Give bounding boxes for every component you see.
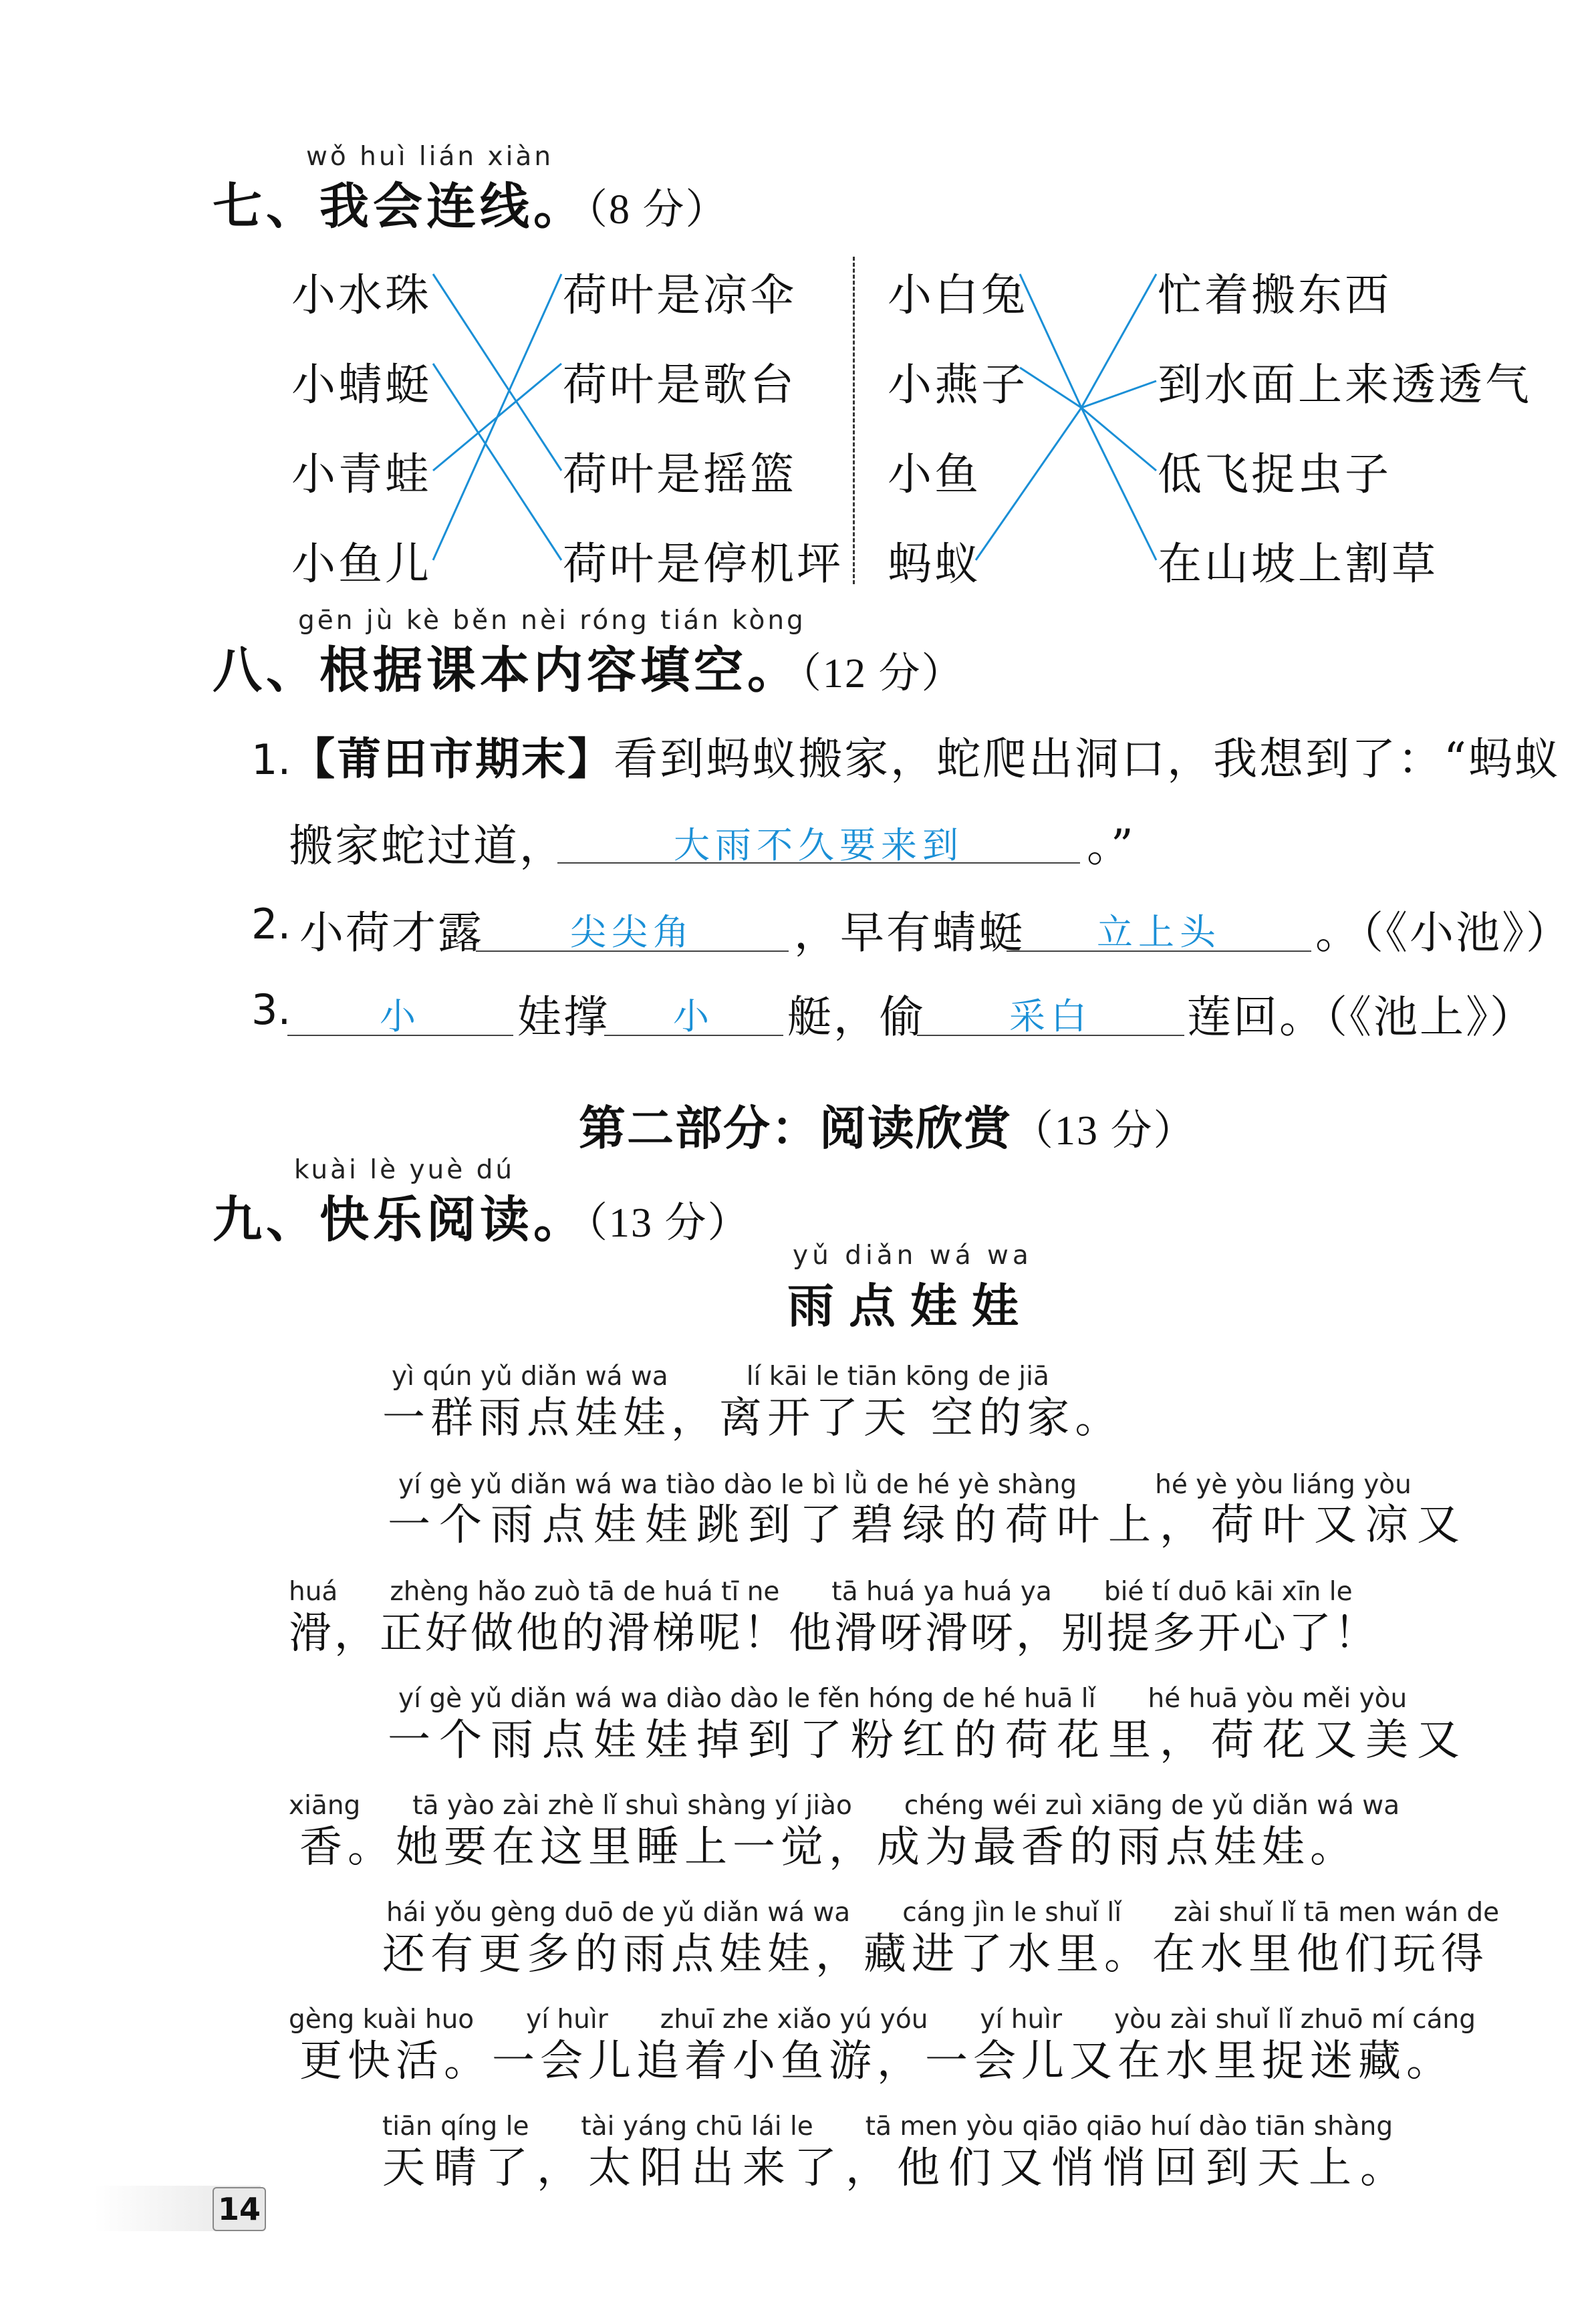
- q8-item2-answer1: 尖尖角: [570, 911, 694, 953]
- part2-title: 第二部分：阅读欣赏: [579, 1101, 1012, 1156]
- q8-item3-answer2: 小: [673, 995, 714, 1037]
- story-line-3: 滑，正好做他的滑梯呢！他滑呀滑呀，别提多开心了！: [289, 1609, 1379, 1658]
- q7-left-b-1[interactable]: 小燕子: [888, 359, 1028, 410]
- q8-item3-b: 艇，偷: [787, 991, 926, 1043]
- page-number: 14: [217, 2191, 261, 2227]
- part2-score: （13 分）: [1012, 1108, 1196, 1154]
- q8-item2-answer2: 立上头: [1097, 911, 1221, 953]
- story-line-6: 还有更多的雨点娃娃，藏进了水里。在水里他们玩得: [382, 1930, 1489, 1979]
- q9-heading: [213, 1180, 751, 1251]
- q7-right-a-3[interactable]: 荷叶是停机坪: [563, 538, 843, 590]
- q7-left-a-1[interactable]: 小蜻蜓: [291, 359, 432, 410]
- q8-item1-text2: 搬家蛇过道，: [289, 820, 565, 872]
- story-pinyin-line-1: yì qún yǔ diǎn wá wa lí kāi le tiān kōng de jiā: [392, 1362, 1049, 1392]
- story-line-8: 天晴了，太阳出来了，他们又悄悄回到天上。: [382, 2144, 1412, 2193]
- story-pinyin-line-4: yí gè yǔ diǎn wá wa diào dào le fěn hóng de hé huā lǐ hé huā yòu měi yòu: [398, 1684, 1408, 1714]
- q7-left-a-0[interactable]: 小水珠: [291, 269, 432, 321]
- q7-right-b-2[interactable]: 低飞捉虫子: [1158, 449, 1391, 500]
- q8-item3-answer1: 小: [380, 995, 421, 1037]
- story-line-7: 更快活。一会儿追着小鱼游，一会儿又在水里捉迷藏。: [299, 2037, 1454, 2086]
- story-line-2: 一个雨点娃娃跳到了碧绿的荷叶上，荷叶又凉又: [388, 1501, 1468, 1550]
- q8-item2-number: 2.: [251, 900, 291, 948]
- q7-right-a-1[interactable]: 荷叶是歌台: [563, 359, 797, 410]
- q9-pinyin: kuài lè yuè dú: [294, 1155, 515, 1185]
- q7-left-a-2[interactable]: 小青蛙: [291, 449, 432, 500]
- q8-heading: [213, 631, 964, 702]
- q8-score: （12 分）: [801, 651, 964, 696]
- q7-right-a-0[interactable]: 荷叶是凉伞: [563, 269, 797, 321]
- q7-left-b-2[interactable]: 小鱼: [888, 449, 981, 500]
- q8-item1-tag: 【莆田市期末】: [291, 733, 614, 785]
- story-line-4: 一个雨点娃娃掉到了粉红的荷花里，荷花又美又: [388, 1716, 1468, 1765]
- story-title: 雨点娃娃: [787, 1279, 1033, 1333]
- match-line: [433, 274, 561, 560]
- match-line: [1081, 408, 1156, 471]
- q8-item1-line1: [251, 723, 1561, 787]
- q8-item1-text: 看到蚂蚁搬家，蛇爬出洞口，我想到了：“蚂蚁: [614, 733, 1561, 785]
- match-line: [1081, 408, 1156, 560]
- q8-item1-number: 1.: [251, 735, 291, 784]
- story-pinyin-line-5: xiāng tā yào zài zhè lǐ shuì shàng yí jiào chéng wéi zuì xiāng de yǔ diǎn wá wa: [289, 1791, 1400, 1821]
- q8-item2-a: 小荷才露: [299, 907, 484, 959]
- q8-pinyin: gēn jù kè běn nèi róng tián kòng: [298, 606, 806, 636]
- story-pinyin-line-6: hái yǒu gèng duō de yǔ diǎn wá wa cáng jìn le shuǐ lǐ zài shuǐ lǐ tā men wán de: [386, 1898, 1500, 1928]
- q7-right-b-3[interactable]: 在山坡上割草: [1158, 538, 1438, 590]
- q8-item1-answer: 大雨不久要来到: [674, 824, 964, 866]
- match-line: [433, 274, 561, 471]
- q7-right-a-2[interactable]: 荷叶是摇篮: [563, 449, 797, 500]
- q9-score: （13 分）: [587, 1200, 751, 1246]
- q8-item3-a: 娃撑: [517, 991, 610, 1043]
- q8-item3-c: 莲回。（《池上》）: [1187, 991, 1536, 1043]
- q7-left-a-3[interactable]: 小鱼儿: [291, 538, 432, 590]
- story-pinyin-line-7: gèng kuài huo yí huìr zhuī zhe xiǎo yú yóu yí huìr yòu zài shuǐ lǐ zhuō mí cáng: [289, 2005, 1476, 2035]
- part2-heading: [579, 1091, 1196, 1158]
- story-title-pinyin: yǔ diǎn wá wa: [793, 1241, 1033, 1271]
- q8-item1-end: 。”: [1087, 820, 1136, 872]
- match-line: [976, 408, 1081, 560]
- q7-right-b-1[interactable]: 到水面上来透透气: [1158, 359, 1532, 410]
- q8-item2-b: ，早有蜻蜓: [794, 907, 1025, 959]
- q7-right-b-0[interactable]: 忙着搬东西: [1158, 269, 1391, 321]
- q8-item2-c: 。（《小池》）: [1315, 907, 1572, 959]
- page-number-box: [213, 2187, 266, 2231]
- match-line: [433, 364, 561, 560]
- q8-item3-number: 3.: [251, 985, 291, 1034]
- q9-title: 九、快乐阅读。: [213, 1191, 587, 1249]
- q7-left-b-0[interactable]: 小白兔: [888, 269, 1028, 321]
- story-line-5: 香。她要在这里睡上一觉，成为最香的雨点娃娃。: [299, 1823, 1358, 1872]
- match-line: [1081, 274, 1156, 408]
- q7-score: （8 分）: [587, 187, 728, 233]
- story-pinyin-line-3: huá zhèng hǎo zuò tā de huá tī ne tā huá ya huá ya bié tí duō kāi xīn le: [289, 1577, 1353, 1607]
- q8-item3-answer3: 采白: [1009, 995, 1092, 1037]
- story-line-1: 一群雨点娃娃，离开了天 空的家。: [382, 1394, 1123, 1443]
- q7-left-b-3[interactable]: 蚂蚁: [888, 538, 981, 590]
- story-pinyin-line-2: yí gè yǔ diǎn wá wa tiào dào le bì lǜ de hé yè shàng hé yè yòu liáng yòu: [398, 1470, 1412, 1500]
- story-pinyin-line-8: tiān qíng le tài yáng chū lái le tā men yòu qiāo qiāo huí dào tiān shàng: [382, 2112, 1393, 2142]
- q7-title: 七、我会连线。: [213, 178, 587, 235]
- q8-title: 八、根据课本内容填空。: [213, 642, 801, 699]
- q7-pinyin: wǒ huì lián xiàn: [306, 142, 554, 172]
- match-line: [1081, 381, 1156, 408]
